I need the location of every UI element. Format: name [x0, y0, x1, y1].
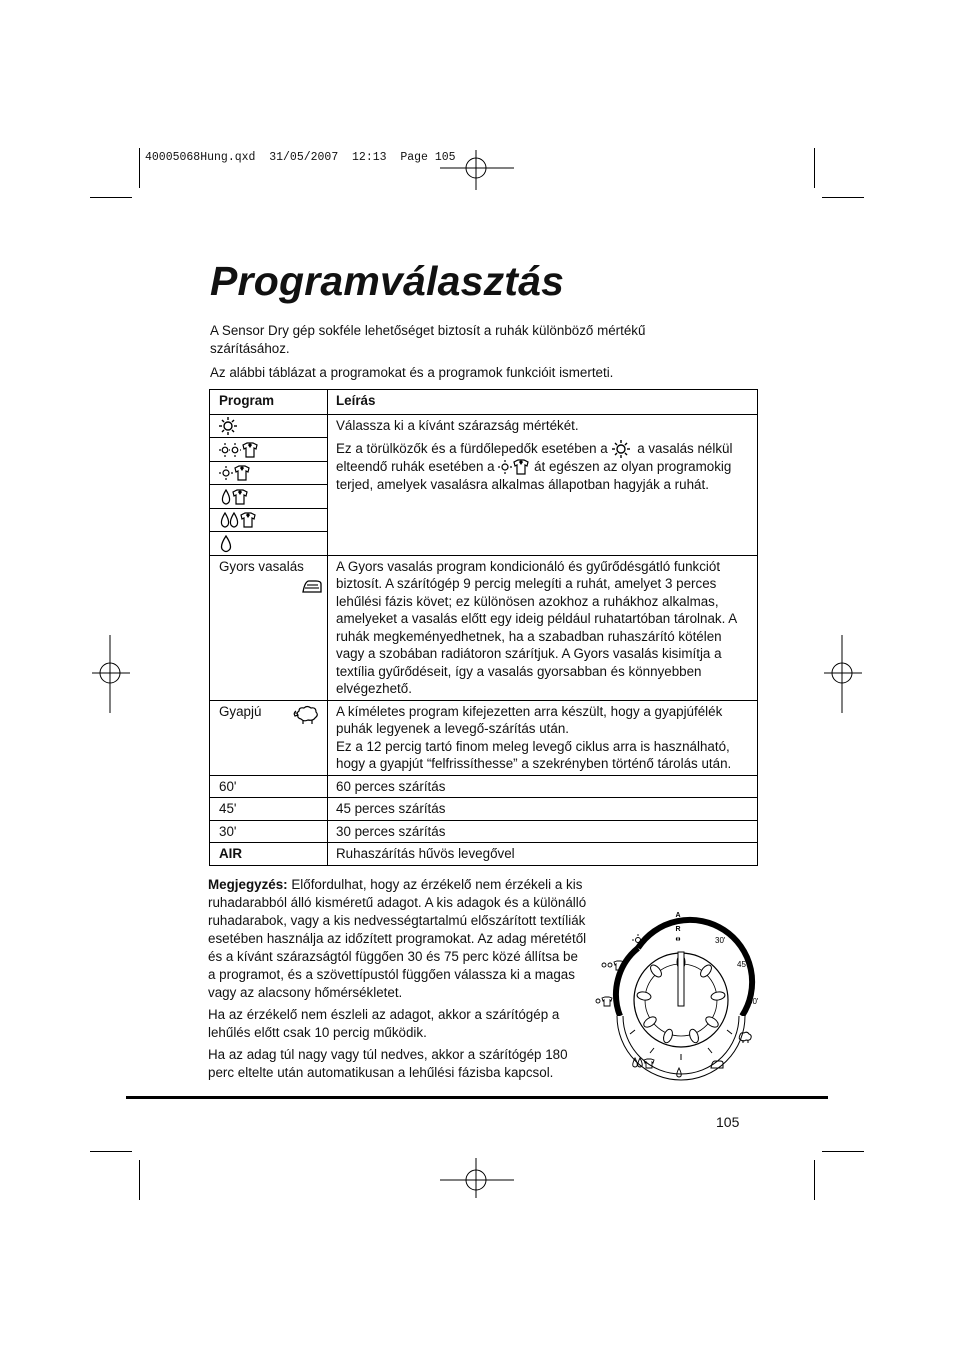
table-row: [210, 843, 758, 866]
sensor-text-1: Válassza ki a kívánt szárazság mértékét.: [336, 418, 579, 433]
program-description: A Gyors vasalás program kondicionáló és gyűrődésgátló funkciót biztosít. A szárítógép 9 percig melegíti a ruhát, amelyet 3 perces lehűlési fázis követ; ez különösen azokhoz a ruhákhoz alkalmas, amelyeket a vasalás előtt egy ideig például ruhatartóban tárolnak. A ruhák megkeményedhetnek, ha a szabadban ruhaszárító kötélen vagy a szobában radiátoron szárítjuk. A Gyors vasalás kisimítja a textília gyűrődéseit, így a vasalás gyorsabban és könnyebben elvégezhető.: [328, 555, 758, 700]
program-name: 30': [210, 820, 328, 843]
sensor-text-part: a vasalás nélkül elteendő ruhák esetében a: [336, 440, 733, 474]
program-name: 45': [210, 798, 328, 821]
sensor-text-2: [336, 440, 753, 494]
dial-air-letter: R: [675, 926, 681, 933]
sun-shirt-icon: [498, 458, 530, 476]
description-line: A kíméletes program kifejezetten arra készült, hogy a gyapjúfélék puhák legyenek a levegő-szárítás után.: [336, 703, 723, 737]
crop-mark: [90, 197, 132, 198]
note-block: [208, 876, 588, 1086]
sun-shirt-icon: [596, 997, 612, 1006]
table-row: [210, 555, 758, 700]
intro-paragraph: A Sensor Dry gép sokféle lehetőséget biztosít a ruhák különböző mértékű szárításához.: [210, 323, 646, 356]
page-number: 105: [716, 1114, 740, 1130]
description-line: Ez a 12 percig tartó finom meleg levegő ciklus arra is használható, hogy a gyapjút “felfrissíthesse” a szekrényben történő tárolás után.: [336, 738, 732, 772]
program-table: [209, 389, 758, 866]
table-row: [210, 820, 758, 843]
header-description: Leírás: [328, 390, 758, 415]
intro-paragraph: Az alábbi táblázat a programokat és a programok funkcióit ismerteti.: [210, 365, 614, 380]
program-description: 60 perces szárítás: [328, 775, 758, 798]
table-header-row: [210, 390, 758, 415]
program-name: Gyors vasalás: [219, 558, 304, 574]
crop-mark: [139, 1160, 140, 1200]
registration-mark-left: [92, 635, 132, 715]
sun-sun-shirt-icon: [210, 438, 328, 461]
note-paragraph: [208, 876, 588, 1002]
sheep-icon: [293, 705, 321, 725]
note-text: Előfordulhat, hogy az érzékelő nem érzékeli a kis ruhadarabból álló kisméretű adagot. A kis adagok és a különálló ruhadarabok, vagy a kis nedvességtartalmú előszárított textíliák esetében használja az időzített programokat. Az adag méretétől és a kívánt szárazságtól függően 30 és 75 perc közé állítsa be a programot, és a szövettípustól függően válassza ki a magas vagy az alacsony hőmérsékletet.: [208, 877, 587, 1000]
program-description: Ruhaszárítás hűvös levegővel: [328, 843, 758, 866]
program-description: 45 perces szárítás: [328, 798, 758, 821]
crop-mark: [822, 197, 864, 198]
page-title: Programválasztás: [210, 258, 565, 304]
program-description: [328, 700, 758, 775]
sun-icon: [611, 440, 633, 458]
table-row: [210, 700, 758, 775]
sensor-text-part: Ez a törülközők és a fürdőlepedők esetében a: [336, 440, 608, 456]
program-description: 30 perces szárítás: [328, 820, 758, 843]
sun-icon: [210, 415, 328, 438]
registration-mark-bottom: [440, 1158, 520, 1200]
drop-shirt-icon: [210, 485, 328, 508]
dial-label: 60': [748, 997, 759, 1006]
note-paragraph: Ha az adag túl nagy vagy túl nedves, akkor a szárítógép 180 perc eltelte után automatikusan a lehűlési fázisba kapcsol.: [208, 1047, 568, 1080]
crop-mark: [139, 148, 140, 188]
file-slug: 40005068Hung.qxd 31/05/2007 12:13 Page 105: [145, 151, 456, 164]
bottom-rule: [126, 1096, 828, 1099]
crop-mark: [90, 1151, 132, 1152]
intro-text: [210, 322, 720, 388]
crop-mark: [814, 148, 815, 188]
program-name: AIR: [210, 843, 328, 866]
program-name: 60': [210, 775, 328, 798]
drops-shirt-icon: [210, 508, 328, 531]
sun-shirt-icon: [210, 461, 328, 484]
crop-mark: [822, 1151, 864, 1152]
program-name-cell: [210, 555, 328, 700]
note-label: Megjegyzés:: [208, 877, 288, 892]
header-program: Program: [210, 390, 328, 415]
iron-icon: [219, 577, 323, 595]
table-row: [210, 415, 758, 438]
registration-mark-right: [822, 635, 862, 715]
program-name-cell: [210, 700, 328, 775]
sensor-text-part: át egészen az olyan programokig terjed, amelyek vasalásra alkalmas állapotban hagyják a ruhát.: [336, 458, 732, 493]
program-name: Gyapjú: [219, 703, 262, 719]
table-row: [210, 798, 758, 821]
dial-label: 30': [715, 936, 726, 945]
note-paragraph: Ha az érzékelő nem észleli az adagot, akkor a szárítógép a lehűlés előtt csak 10 percig működik.: [208, 1007, 560, 1040]
dial-label: 45': [737, 960, 748, 969]
program-dial-illustration: [592, 908, 772, 1083]
dial-air-letter: A: [675, 912, 681, 919]
table-row: [210, 775, 758, 798]
dial-air-letter: I: [677, 919, 679, 926]
drop-icon: [210, 532, 328, 555]
sensor-description: [328, 415, 758, 556]
crop-mark: [814, 1160, 815, 1200]
